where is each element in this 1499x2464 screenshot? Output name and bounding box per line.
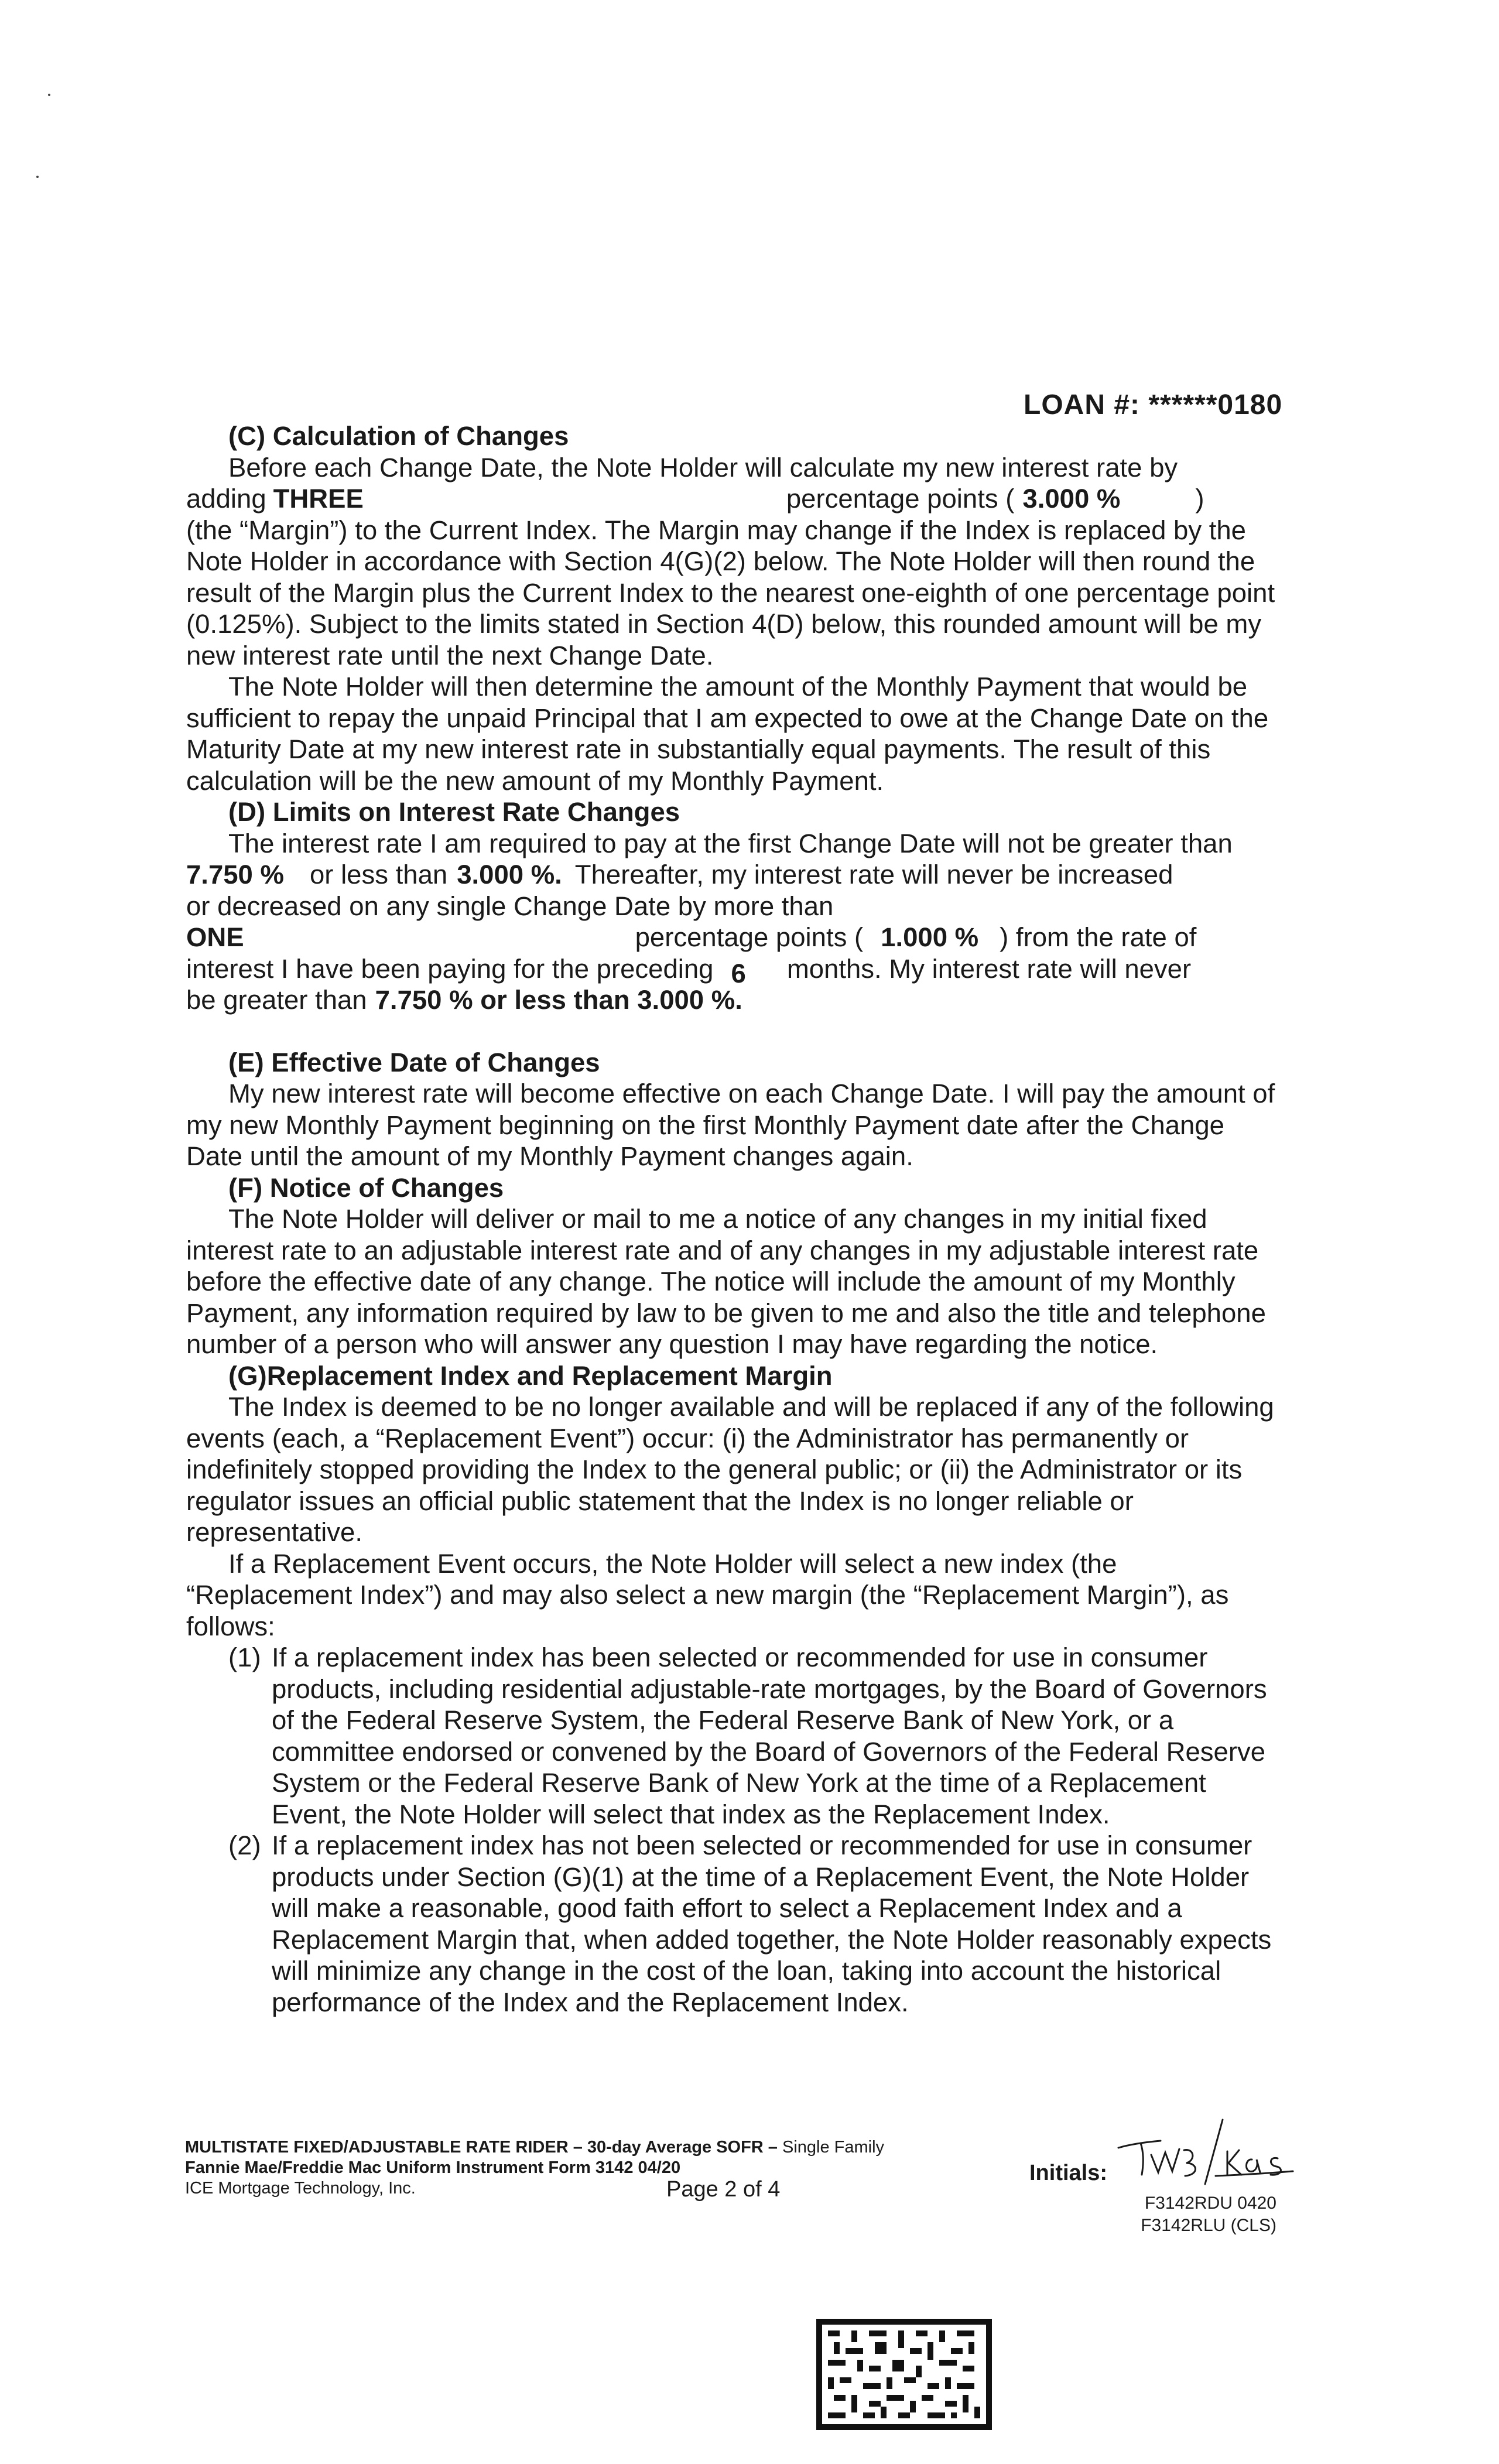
periodic-cap-words: ONE (186, 922, 244, 952)
margin-row (186, 483, 1281, 515)
section-e-body: My new interest rate will become effective on each Change Date. I will pay the amount of my new Monthly Payment beginning on the first Monthly Payment date after the Change Date until the amount of my Monthly Payment changes again. (186, 1079, 1275, 1171)
lifetime-limits-row (186, 984, 1281, 1016)
section-f-body: The Note Holder will deliver or mail to me a notice of any changes in my initial fixed interest rate to an adjustable interest rate and of any changes in my adjustable interest rate before the effective date of any change. The notice will include the amount of my Monthly Payment, any information required by law to be given to me and also the title and telephone number of a person who will answer any question I may have regarding the notice. (186, 1204, 1266, 1359)
interest-preceding-text: interest I have been paying for the preceding (186, 953, 714, 984)
first-change-min: 3.000 %. (457, 860, 562, 889)
section-c-line-1: Before each Change Date, the Note Holder will calculate my new interest rate by (228, 452, 1178, 482)
loan-number: LOAN #: ******0180 (1024, 389, 1283, 420)
section-d-line-3: or decreased on any single Change Date by more than (186, 891, 834, 921)
adding-word: adding (186, 484, 266, 514)
list-item-text: If a replacement index has not been selected or recommended for use in consumer products under Section (G)(1) at the time of a Replacement Event, the Note Holder will make a reasonable, good faith effort to select a Replacement Index and a Replacement Margin that, when added together, the Note Holder reasonably expects will minimize any change in the cost of the loan, taking into account the historical performance of the Index and the Replacement Index. (272, 1830, 1272, 2017)
from-rate-text: ) from the rate of (1000, 922, 1197, 952)
document-body (186, 420, 1281, 2018)
preceding-months-row (186, 953, 1281, 988)
percentage-points-label: percentage points ( (786, 484, 1015, 514)
be-greater-text: be greater than (186, 985, 367, 1015)
page-number: Page 2 of 4 (666, 2177, 781, 2202)
section-f-heading: (F) Notice of Changes (228, 1172, 504, 1203)
rider-title: MULTISTATE FIXED/ADJUSTABLE RATE RIDER – 30-day Average SOFR – (185, 2138, 778, 2157)
list-item (186, 1830, 1281, 2018)
section-d-line-1: The interest rate I am required to pay at the first Change Date will not be greater than (228, 828, 1233, 858)
list-item (186, 1642, 1281, 1830)
company-name: ICE Mortgage Technology, Inc. (185, 2179, 416, 2198)
months-rest-text: months. My interest rate will never (786, 953, 1192, 984)
barcode-2d (816, 2319, 992, 2430)
form-codes (1107, 2192, 1276, 2237)
margin-words: THREE (273, 484, 364, 514)
form-code-1: F3142RDU 0420 (1144, 2193, 1276, 2213)
thereafter-text: Thereafter, my interest rate will never be increased (574, 860, 1173, 889)
section-c-heading: (C) Calculation of Changes (228, 421, 569, 451)
form-line: Fannie Mae/Freddie Mac Uniform Instrument Form 3142 04/20 (185, 2158, 681, 2177)
initials-signature (1107, 2114, 1306, 2202)
percentage-points-label: percentage points ( (635, 922, 864, 952)
periodic-cap-row (186, 922, 1281, 953)
margin-close-paren: ) (1195, 484, 1204, 514)
preceding-months-number: 6 (731, 958, 746, 988)
single-family: Single Family (782, 2138, 885, 2157)
periodic-cap-percent: 1.000 % (881, 922, 979, 952)
section-c-body: (the “Margin”) to the Current Index. The Margin may change if the Index is replaced by the Note Holder in accordance with Section 4(G)(2) below. The Note Holder will then round the result of the Margin plus the Current Index to the nearest one-eighth of one percentage point (0.125%). Subject to the limits stated in Section 4(D) below, this rounded amount will be my new interest rate until the next Change Date. (186, 515, 1275, 670)
section-c-para-2: The Note Holder will then determine the amount of the Monthly Payment that would be sufficient to repay the unpaid Principal that I am expected to owe at the Change Date on the Maturity Date at my new interest rate in substantially equal payments. The result of this calculation will be the new amount of my Monthly Payment. (186, 672, 1269, 796)
first-change-limits-row (186, 859, 1281, 891)
or-less-than: or less than (309, 860, 448, 889)
section-g-heading: (G)Replacement Index and Replacement Margin (228, 1360, 833, 1391)
first-change-max: 7.750 % (186, 860, 284, 889)
initials-label: Initials: (1029, 2161, 1108, 2185)
lifetime-limits: 7.750 % or less than 3.000 %. (375, 985, 742, 1015)
form-code-2: F3142RLU (CLS) (1141, 2216, 1276, 2235)
list-item-number: (1) (228, 1642, 261, 1672)
scan-speck (36, 176, 39, 178)
section-d-heading: (D) Limits on Interest Rate Changes (228, 797, 680, 827)
margin-percent: 3.000 % (1022, 484, 1121, 514)
section-g-para-1: The Index is deemed to be no longer available and will be replaced if any of the following events (each, a “Replacement Event”) occur: (i) the Administrator has permanently or indefinitely stopped providing the Index to the general public; or (ii) the Administrator or its regulator issues an official public statement that the Index is no longer reliable or representative. (186, 1392, 1274, 1547)
list-item-text: If a replacement index has been selected or recommended for use in consumer products, including residential adjustable-rate mortgages, by the Board of Governors of the Federal Reserve System, the Federal Reserve Bank of New York, or a committee endorsed or convened by the Board of Governors of the Federal Reserve System or the Federal Reserve Bank of New York at the time of a Replacement Event, the Note Holder will select that index as the Replacement Index. (272, 1642, 1267, 1829)
section-e-heading: (E) Effective Date of Changes (228, 1047, 600, 1077)
scan-speck (48, 94, 50, 96)
list-item-number: (2) (228, 1830, 261, 1860)
section-g-para-2: If a Replacement Event occurs, the Note Holder will select a new index (the “Replacement Index”) and may also select a new margin (the “Replacement Margin”), as follows: (186, 1548, 1229, 1641)
